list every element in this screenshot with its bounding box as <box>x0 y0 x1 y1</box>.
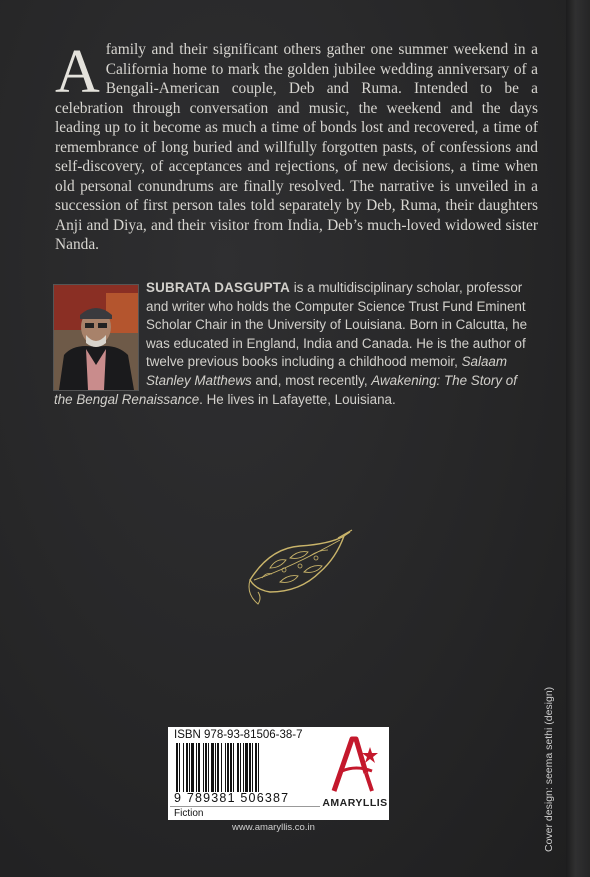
publisher-url: www.amaryllis.co.in <box>232 822 315 833</box>
blurb-paragraph <box>55 40 538 255</box>
blurb-text: family and their significant others gather one summer weekend in a California home to mark the golden jubilee wedding anniversary of a Bengali-American couple, Deb and Ruma. Intended to be a celebration through conversation and music, the weekend and the days leading up to it become as much a time of bonds lost and recovered, a time of remembrance of long buried and willfully forgotten pasts, of confessions and self-discovery, of acceptances and rejections, of new decisions, a time when old personal conundrums are finally resolved. The narrative is unveiled in a succession of first person tales told separately by Deb, Ruma, their daughters Anji and Diya, and their visitor from India, Deb’s much-loved widowed sister Nanda. <box>55 41 538 253</box>
author-name: SUBRATA DASGUPTA <box>146 280 291 295</box>
book-title-memoir: Salaam Stanley Matthews <box>146 354 508 388</box>
bio-text-3: . He lives in Lafayette, Louisiana. <box>199 391 396 407</box>
book-spine-edge <box>566 0 590 877</box>
bio-text-2: and, most recently, <box>251 372 372 388</box>
genre-label: Fiction <box>170 806 320 819</box>
barcode-digits: 9 789381 506387 <box>174 791 290 805</box>
author-bio <box>54 279 534 409</box>
bio-text-1: is a multidisciplinary scholar, professor and writer who holds the Computer Science Trust Fund Eminent Scholar Chair in the University of Louisiana. Born in Calcutta, he was educated in England, India and Canada. He is the author of twelve previous books including a childhood memoir, <box>146 280 528 370</box>
barcode-image <box>174 743 314 792</box>
barcode-panel <box>168 727 389 820</box>
book-title-awakening: Awakening: The Story of the Bengal Renaissance <box>54 372 517 407</box>
isbn-label: ISBN 978-93-81506-38-7 <box>174 729 303 741</box>
publisher-logo <box>326 733 382 793</box>
publisher-name: AMARYLLIS <box>322 797 388 809</box>
cover-design-credit: Cover design: seema sethi (design) <box>543 686 555 852</box>
leaf-ornament <box>240 528 356 610</box>
drop-cap: A <box>55 38 100 106</box>
